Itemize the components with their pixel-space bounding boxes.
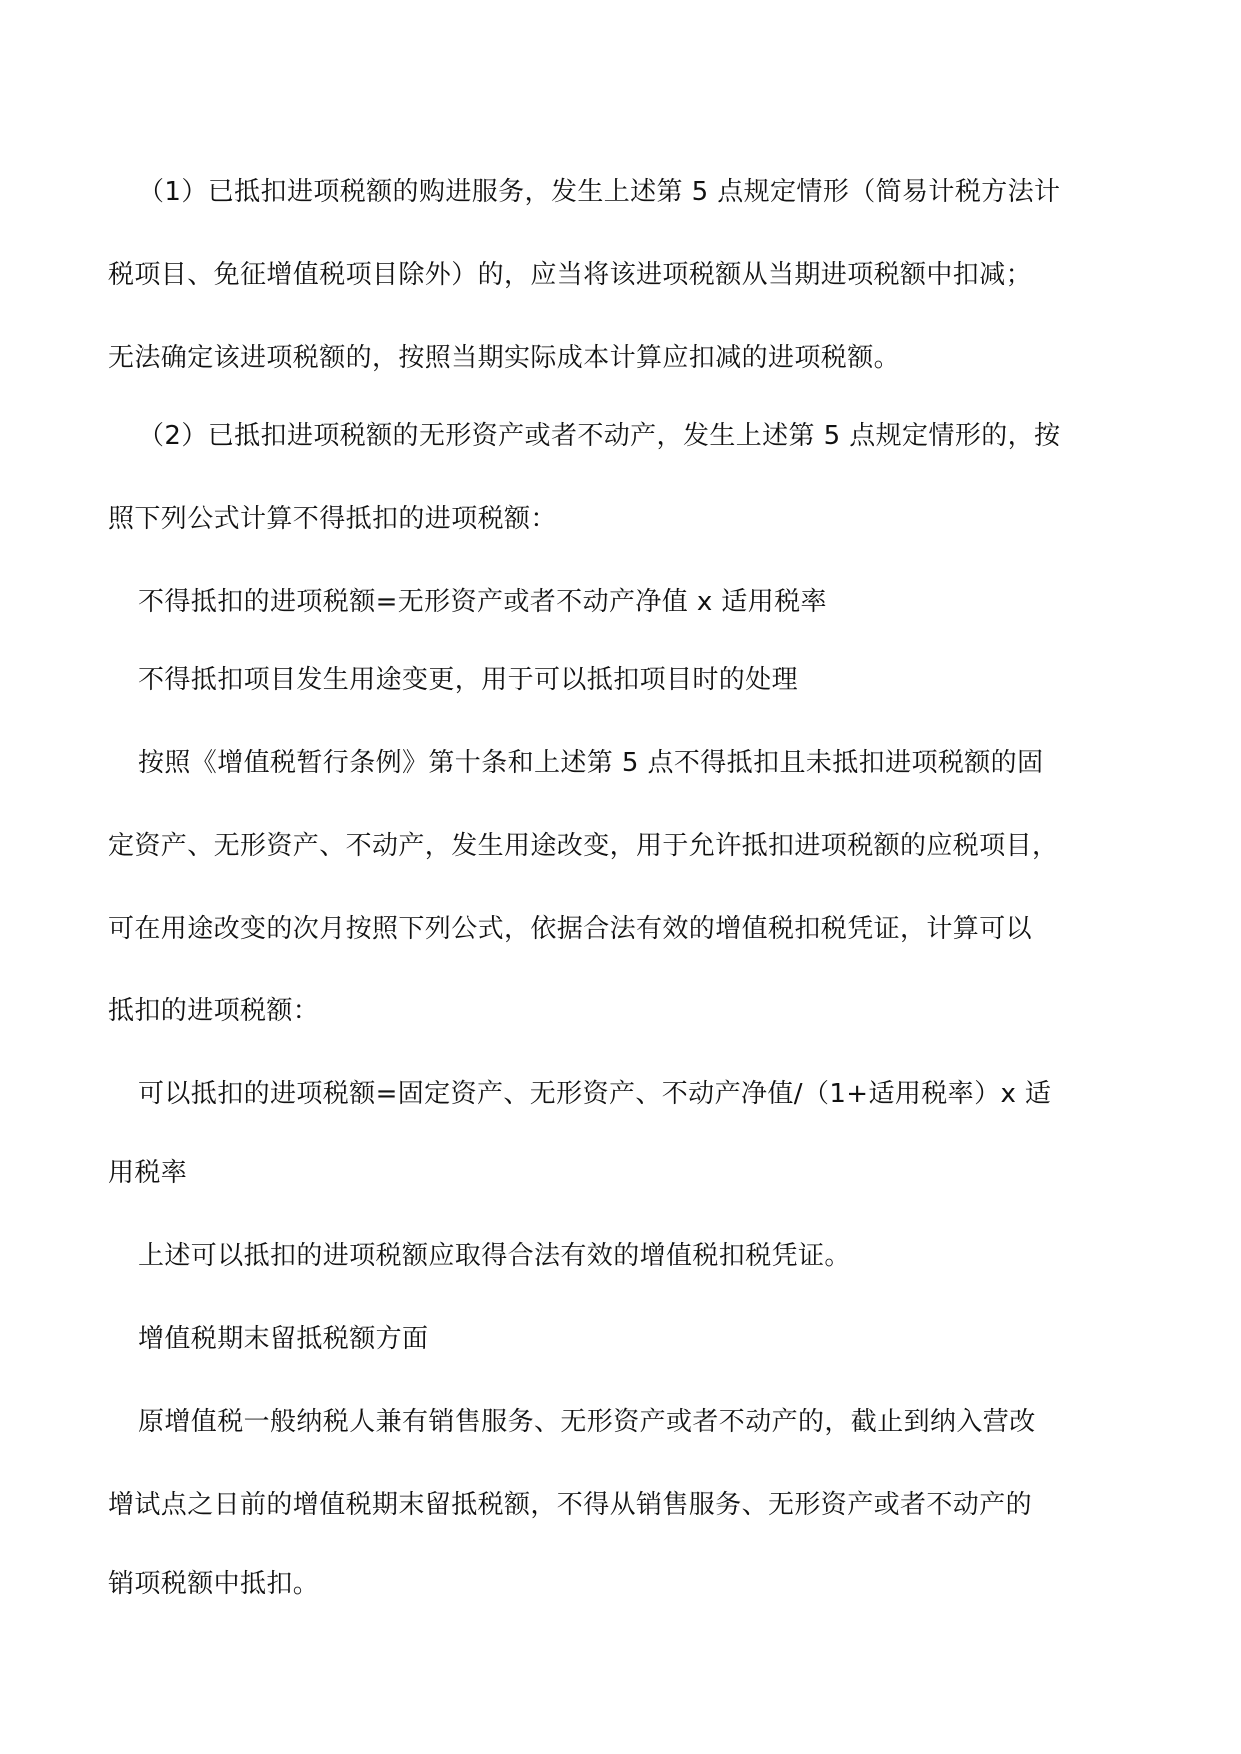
text-line: 原增值税一般纳税人兼有销售服务、无形资产或者不动产的，截止到纳入营改 (138, 1407, 1036, 1437)
text-line: 无法确定该进项税额的，按照当期实际成本计算应扣减的进项税额。 (108, 343, 901, 373)
text-line: 定资产、无形资产、不动产，发生用途改变，用于允许抵扣进项税额的应税项目， (108, 831, 1059, 861)
text-line: 增试点之日前的增值税期末留抵税额，不得从销售服务、无形资产或者不动产的 (108, 1490, 1033, 1520)
formula-line: 不得抵扣的进项税额=无形资产或者不动产净值 x 适用税率 (138, 587, 827, 617)
text-line: 按照《增值税暂行条例》第十条和上述第 5 点不得抵扣且未抵扣进项税额的固 (138, 748, 1044, 778)
text-line: （1）已抵扣进项税额的购进服务，发生上述第 5 点规定情形（简易计税方法计 (138, 177, 1061, 207)
text-line: 可在用途改变的次月按照下列公式，依据合法有效的增值税扣税凭证，计算可以 (108, 914, 1033, 944)
text-line: 照下列公式计算不得抵扣的进项税额： (108, 504, 557, 534)
text-line: 税项目、免征增值税项目除外）的，应当将该进项税额从当期进项税额中扣减； (108, 260, 1033, 290)
section-heading: 不得抵扣项目发生用途变更，用于可以抵扣项目时的处理 (138, 665, 799, 695)
formula-line: 可以抵扣的进项税额=固定资产、无形资产、不动产净值/（1+适用税率）x 适 (138, 1079, 1052, 1109)
text-line: 用税率 (108, 1158, 188, 1188)
text-line: 销项税额中抵扣。 (108, 1569, 320, 1599)
text-line: （2）已抵扣进项税额的无形资产或者不动产，发生上述第 5 点规定情形的，按 (138, 421, 1061, 451)
text-line: 上述可以抵扣的进项税额应取得合法有效的增值税扣税凭证。 (138, 1241, 851, 1271)
section-heading: 增值税期末留抵税额方面 (138, 1324, 429, 1354)
text-line: 抵扣的进项税额： (108, 996, 320, 1026)
